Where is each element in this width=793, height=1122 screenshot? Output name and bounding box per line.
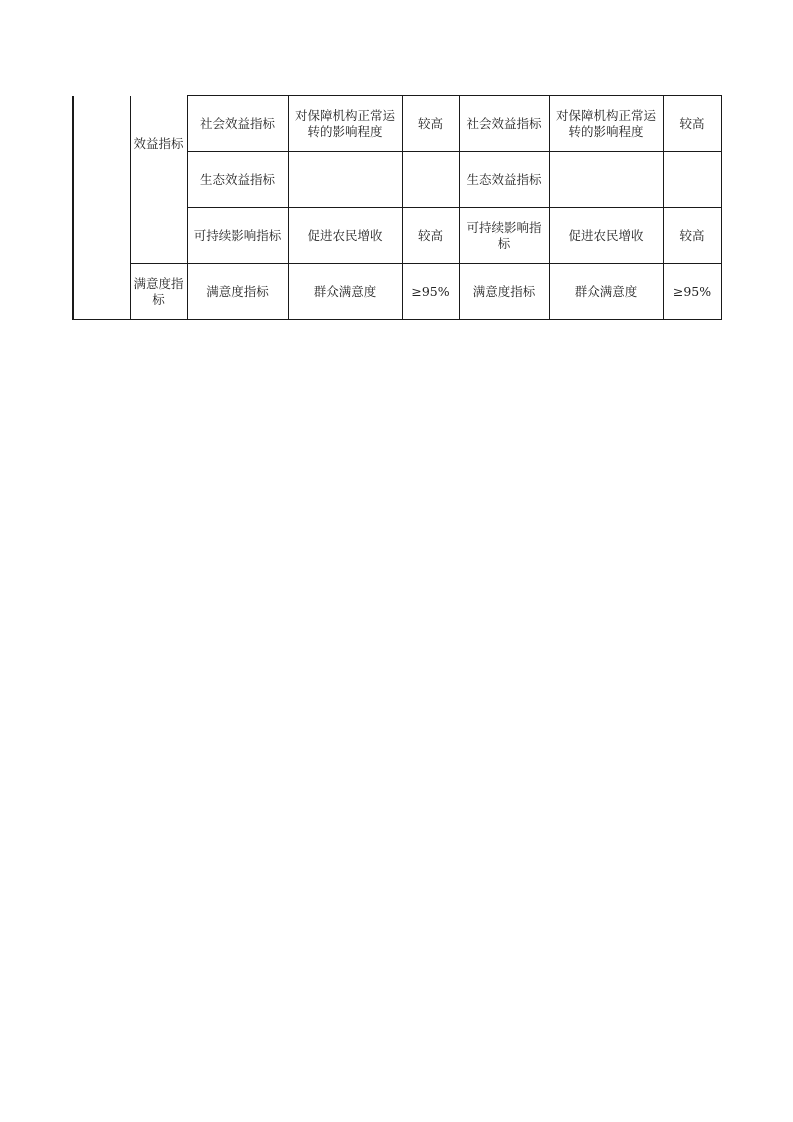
satisfaction-category-cell — [130, 264, 187, 320]
value-cell: ≥95% — [663, 264, 721, 320]
benefit-category-cell — [130, 96, 187, 264]
content-cell: 对保障机构正常运转的影响程度 — [288, 96, 402, 152]
content-cell: 群众满意度 — [288, 264, 402, 320]
value-cell: ≥95% — [402, 264, 459, 320]
indicator-cell: 满意度指标 — [459, 264, 549, 320]
value-cell: 较高 — [663, 208, 721, 264]
content-cell: 促进农民增收 — [549, 208, 663, 264]
content-cell: 对保障机构正常运转的影响程度 — [549, 96, 663, 152]
table-row — [73, 264, 721, 320]
benefit-category-label: 效益指标 — [133, 135, 184, 151]
value-cell — [402, 152, 459, 208]
indicator-cell: 社会效益指标 — [459, 96, 549, 152]
performance-indicator-table — [72, 95, 722, 320]
content-cell: 促进农民增收 — [288, 208, 402, 264]
content-cell: 群众满意度 — [549, 264, 663, 320]
indicator-cell: 可持续影响指标 — [459, 208, 549, 264]
value-cell: 较高 — [663, 96, 721, 152]
value-cell: 较高 — [402, 208, 459, 264]
content-cell — [549, 152, 663, 208]
table-row — [73, 96, 721, 152]
indicator-cell: 生态效益指标 — [187, 152, 288, 208]
level1-indicator-cell — [73, 96, 130, 320]
indicator-cell: 生态效益指标 — [459, 152, 549, 208]
content-cell — [288, 152, 402, 208]
value-cell: 较高 — [402, 96, 459, 152]
indicator-cell: 可持续影响指标 — [187, 208, 288, 264]
value-cell — [663, 152, 721, 208]
indicator-cell: 社会效益指标 — [187, 96, 288, 152]
satisfaction-category-label: 满意度指标 — [133, 275, 184, 307]
indicator-cell: 满意度指标 — [187, 264, 288, 320]
